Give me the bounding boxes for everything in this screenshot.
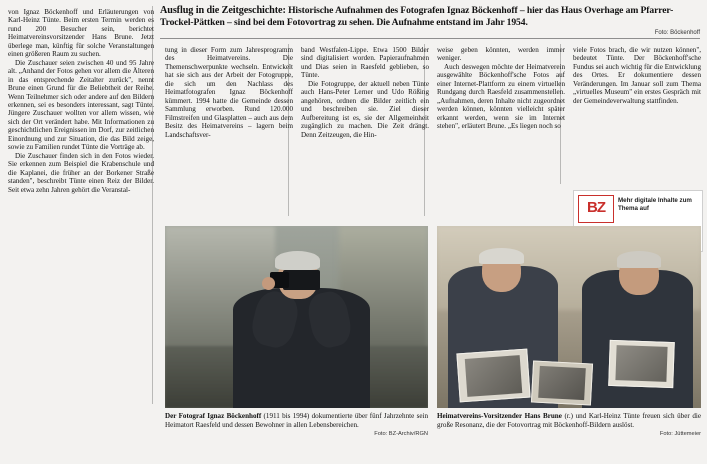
headline-body: Historische Aufnahmen des Fotografen Ignaz Böckenhoff – hier das Haus Overhage am Pfarrer-Trockel-Pättken – sind bei dem Fotovortrag zu sehen. Die Aufnahme entstand im Jahr 1954. xyxy=(160,5,674,29)
article-column-1 xyxy=(8,8,154,194)
headline-lead: Ausflug in die Zeitgeschichte: xyxy=(160,5,286,16)
paragraph: Auch deswegen möchte der Heimatverein ausgewählte Böckenhoff'sche Fotos auf einer Internet-Plattform zu einem virtuellen Rundgang durch Raesfeld zusammenstellen. „Aufnahmen, deren Inhalte nicht zugeordnet werden können, könnten vielleicht später erkannt werden, wenn sie im Internet stehen", erläutert Brune. „Es liegen noch so xyxy=(437,62,565,131)
photo-photographer xyxy=(165,226,428,408)
caption-credit: Foto: BZ-Archiv/RGN xyxy=(374,431,428,437)
article-column-2 xyxy=(165,46,293,139)
camera-icon xyxy=(283,270,320,290)
photo-person-body xyxy=(233,288,370,408)
paragraph: tung in dieser Form zum Jahresprogramm des Heimatvereins. Die Themenschwerpunkte wechseln. Entwickelt hat sie sich aus der Arbeit der Fotogruppe, die sich um den Nachlass des Heimatfotografen Ignaz Böckenhoff kümmert. 1994 hatte die Gemeinde dessen Sammlung erworben. Rund 120.000 Filmstreifen und Glasplatten – auch aus dem Besitz des Heimatvereins – lagern beim Landschaftsver- xyxy=(165,46,293,139)
held-photo-2 xyxy=(531,361,593,406)
bz-logo: BZ xyxy=(578,195,614,223)
paragraph: Die Fotogruppe, der aktuell neben Tünte auch Hans-Peter Lerner und Udo Rößing angehören, ordnen die Bilder zeitlich ein und beschreiben sie. Ziel dieser Aufbereitung ist es, sie der Allgemeinheit zugänglich zu machen. Die Zeit drängt. Denn Zeitzeugen, die Hin- xyxy=(301,79,429,139)
photo-person-right-hair xyxy=(617,251,662,267)
article-column-4 xyxy=(437,46,565,131)
photo-person-left-hair xyxy=(479,248,524,264)
photo-caption-left xyxy=(165,412,428,439)
paragraph: von Ignaz Böckenhoff und Erläuterungen von Karl-Heinz Tünte. Beim ersten Termin werden es rund 200 Besucher sein, berichtet Heimatvereinsvorsitzender Hans Brune. Jetzt überlege man, künftig für solche Veranstaltungen einen größeren Raum zu suchen. xyxy=(8,8,154,59)
caption-body: (1911 bis 1994) dokumentierte über fünf Jahrzehnte sein Heimatort Raesfeld und dessen Bewohner in allen Lebensbereichen. xyxy=(165,412,428,429)
headline-photo-credit: Foto: Böckenhoff xyxy=(654,30,700,37)
article-columns xyxy=(8,4,700,456)
paragraph: weise geben könnten, werden immer weniger. xyxy=(437,46,565,63)
paragraph: band Westfalen-Lippe. Etwa 1500 Bilder sind digitalisiert worden. Papieraufnahmen und Dias seien in Raesfeld geblieben, so Tünte. xyxy=(301,46,429,80)
held-photo-3 xyxy=(608,339,675,387)
caption-body: (r.) und Karl-Heinz Tünte freuen sich über die große Resonanz, die der Fotovortrag mit Böckenhoff-Bildern auslöst. xyxy=(437,412,701,429)
paragraph: viele Fotos brach, die wir nutzen können", bedeutet Tünte. Der Böckenhoff'sche Fundus sei auch wichtig für die Entwicklung des Ortes. Er dokumentiere dessen Veränderungen. Im Januar soll zum Thema „virtuelles Museum" ein erstes Gespräch mit der Gemeindeverwaltung stattfinden. xyxy=(573,46,701,105)
article-column-3 xyxy=(301,46,429,139)
paragraph: Die Zuschauer finden sich in den Fotos wieder. Sie erkennen zum Beispiel die Krabenschule und die Kaplanei, die früher an der Borkener Straße standen", beschreibt Tünte einen Reiz der Bilder. Seit etwa zehn Jahren gehört die Veranstal- xyxy=(8,151,154,194)
photo-person-hand xyxy=(262,277,275,290)
photo-caption-right xyxy=(437,412,701,439)
held-photo-1 xyxy=(456,349,530,403)
article-column-5 xyxy=(573,46,701,105)
ad-text: Mehr digitale Inhalte zum Thema auf xyxy=(618,197,692,212)
caption-credit: Foto: Jüttemeier xyxy=(659,431,701,437)
photo-person-hair xyxy=(275,251,320,269)
ad-top-row xyxy=(578,195,698,223)
caption-lead: Heimatvereins-Vorsitzender Hans Brune xyxy=(437,412,562,420)
caption-lead: Der Fotograf Ignaz Böckenhoff xyxy=(165,412,262,420)
paragraph: Die Zuschauer seien zwischen 40 und 95 Jahre alt. „Anhand der Fotos gehen vor allem die Älteren in das entsprechende Zeitalter zurück", nennt Brune einen Grund für die Beliebtheit der Reihe. Wenn Teilnehmer sich oder andere auf den Bildern erkennen, sei es besonders interessant, sagt Tünte. Jüngere Zuschauer wollten vor allem wissen, wie sich der Ort verändert habe. Mit Informationen zu geschichtlichen Ereignissen im Dorf, zur zeitlichen Einordnung und zur Situation, die das Bild zeige, sowie zu Familien rundet Tünte die Vorträge ab. xyxy=(8,58,154,152)
photo-two-men xyxy=(437,226,701,408)
